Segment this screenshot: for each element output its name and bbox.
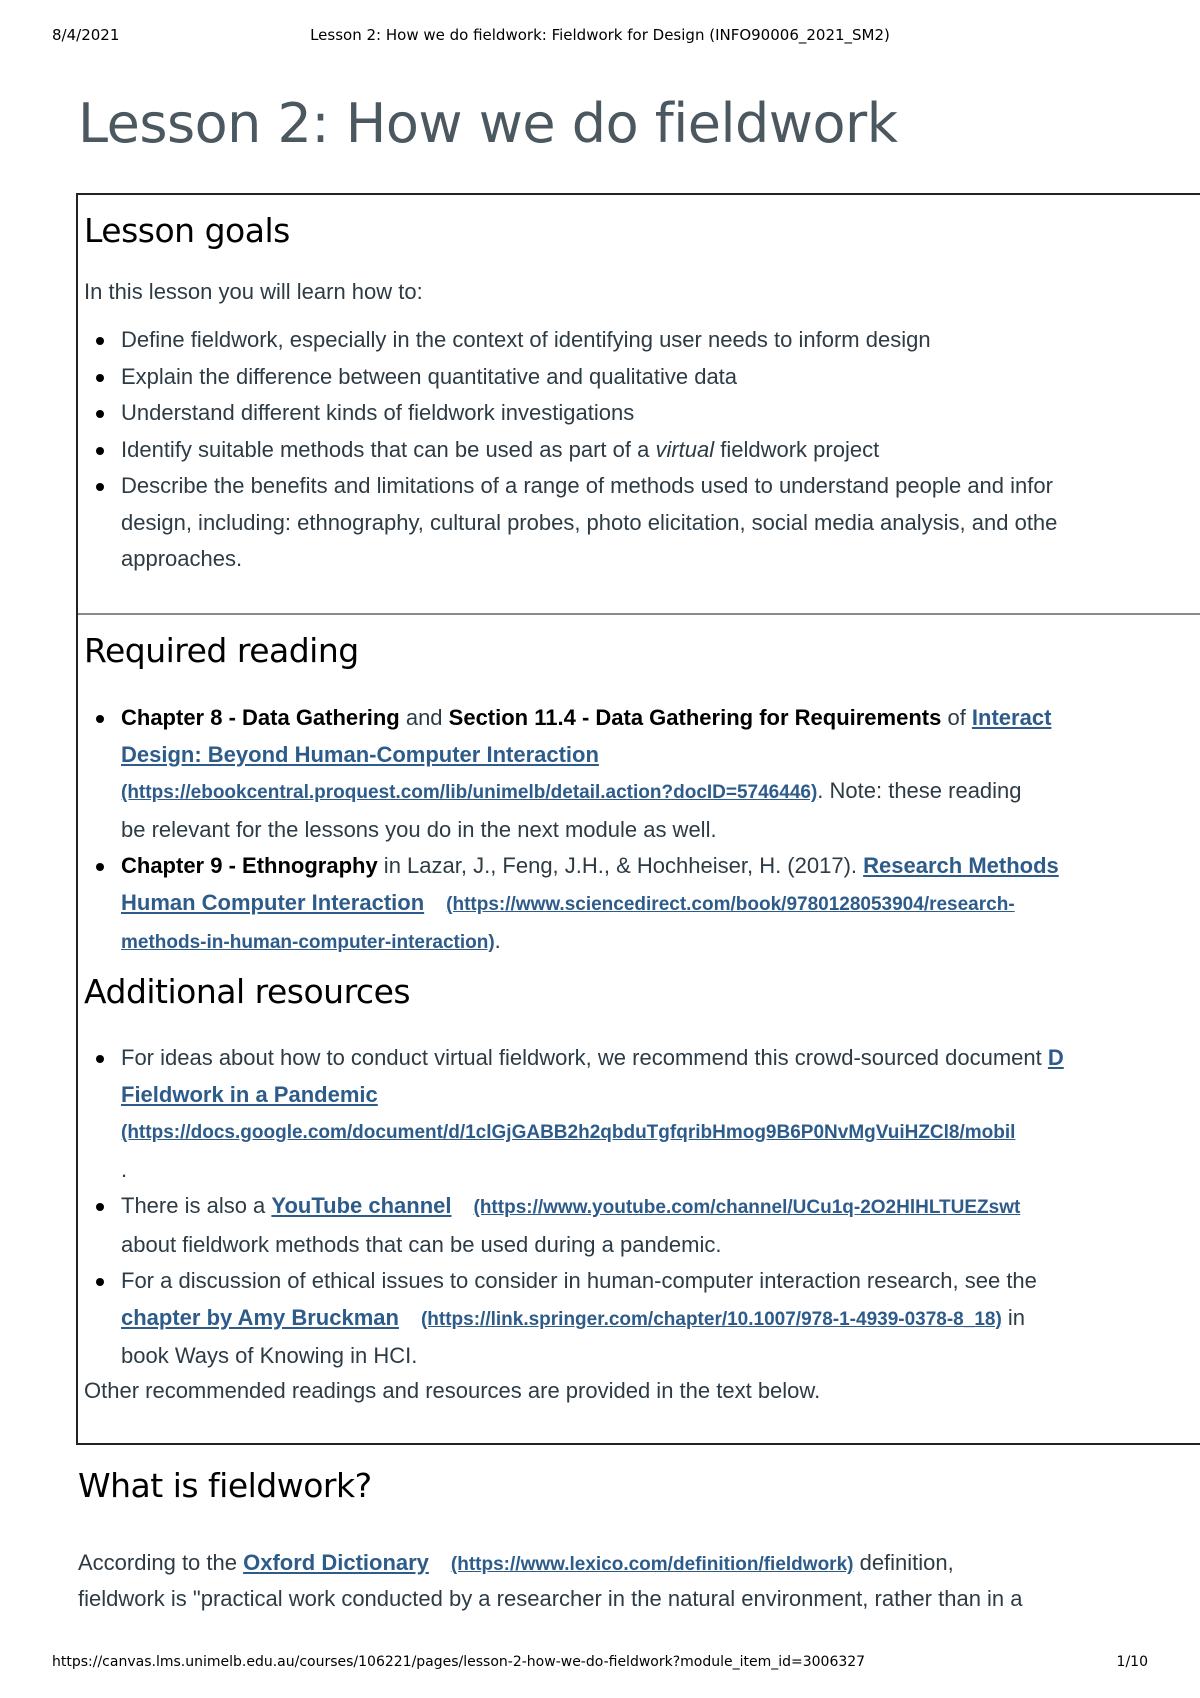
list-item [84, 468, 1057, 578]
reading-text: in Lazar, J., Feng, J.H., & Hochheiser, H. (2017). [377, 853, 864, 878]
print-header [0, 26, 1200, 50]
print-footer [0, 1654, 1200, 1678]
list-item [84, 1263, 1064, 1375]
goal-text: Describe the benefits and limitations of a range of methods used to understand people and infor [121, 473, 1053, 498]
reading-text: . [494, 928, 501, 953]
section-divider [78, 613, 1200, 615]
print-page-number: 1/10 [1116, 1654, 1148, 1670]
resource-text: about fieldwork methods that can be used during a pandemic. [121, 1231, 722, 1257]
resource-text: For a discussion of ethical issues to consider in human-computer interaction research, see the [121, 1268, 1037, 1293]
reading-list [84, 700, 1059, 962]
resource-text: . [121, 1156, 128, 1182]
print-footer-url: https://canvas.lms.unimelb.edu.au/courses/106221/pages/lesson-2-how-we-do-fieldwork?module_item_id=3006327 [52, 1654, 866, 1670]
goal-text: approaches. [121, 546, 243, 571]
springer-url-link[interactable]: (https://link.springer.com/chapter/10.1007/978-1-4939-0378-8_18) [420, 1308, 1002, 1330]
oxford-dictionary-link[interactable]: Oxford Dictionary [243, 1550, 429, 1575]
additional-resources-heading: Additional resources [84, 972, 411, 1011]
list-item [84, 432, 1057, 469]
sciencedirect-url-link[interactable]: methods-in-human-computer-interaction) [121, 932, 495, 953]
reading-note: . Note: these reading [817, 778, 1022, 803]
list-item: Understand different kinds of fieldwork investigations [84, 395, 1057, 432]
reading-chapter: Chapter 9 - Ethnography [121, 853, 378, 878]
research-methods-link[interactable]: Human Computer Interaction [121, 889, 425, 915]
reading-text: of [941, 705, 972, 730]
list-item [84, 1188, 1064, 1263]
list-item: Explain the difference between quantitative and qualitative data [84, 359, 1057, 396]
fieldwork-paragraph [78, 1550, 954, 1576]
print-title: Lesson 2: How we do fieldwork: Fieldwork for Design (INFO90006_2021_SM2) [310, 26, 890, 44]
other-resources-note: Other recommended readings and resources are provided in the text below. [84, 1378, 821, 1403]
reading-chapter: Chapter 8 - Data Gathering [121, 705, 400, 730]
print-date: 8/4/2021 [52, 26, 120, 44]
list-item [84, 1040, 1064, 1188]
list-item: Define fieldwork, especially in the context of identifying user needs to inform design [84, 322, 1057, 359]
lesson-goals-heading: Lesson goals [84, 211, 290, 250]
resource-text: There is also a [121, 1193, 272, 1218]
resources-list [84, 1040, 1064, 1375]
youtube-channel-link[interactable]: YouTube channel [271, 1193, 452, 1218]
list-item [84, 848, 1059, 962]
interaction-design-link[interactable]: Interact [971, 705, 1052, 730]
reading-note: be relevant for the lessons you do in the next module as well. [121, 816, 717, 842]
reading-section: Section 11.4 - Data Gathering for Requirements [448, 705, 942, 730]
what-is-fieldwork-heading: What is fieldwork? [78, 1466, 372, 1505]
resource-text: in [1001, 1304, 1026, 1330]
fieldwork-paragraph-line: fieldwork is "practical work conducted by a researcher in the natural environment, rather than in a [78, 1586, 1023, 1611]
bruckman-chapter-link[interactable]: chapter by Amy Bruckman [121, 1304, 399, 1330]
pandemic-doc-link[interactable]: Fieldwork in a Pandemic [121, 1081, 378, 1107]
list-item [84, 700, 1059, 848]
goal-text: design, including: ethnography, cultural probes, photo elicitation, social media analysis, and othe [121, 509, 1058, 535]
reading-text: and [399, 705, 449, 730]
goal-emphasis: virtual [655, 436, 715, 462]
resource-text: book Ways of Knowing in HCI. [121, 1343, 418, 1368]
goals-intro: In this lesson you will learn how to: [84, 279, 423, 304]
sciencedirect-url-link[interactable]: (https://www.sciencedirect.com/book/9780128053904/research- [446, 893, 1015, 915]
lexico-url-link[interactable]: (https://www.lexico.com/definition/fieldwork) [450, 1554, 854, 1575]
proquest-url-link[interactable]: (https://ebookcentral.proquest.com/lib/unimelb/detail.action?docID=5746446) [121, 782, 818, 803]
goal-text: fieldwork project [714, 436, 880, 462]
goal-text: Identify suitable methods that can be used as part of a [121, 436, 656, 462]
youtube-url-link[interactable]: (https://www.youtube.com/channel/UCu1q-2O2HlHLTUEZswt [473, 1197, 1021, 1218]
interaction-design-link[interactable]: Design: Beyond Human-Computer Interaction [121, 741, 599, 767]
resource-text: For ideas about how to conduct virtual fieldwork, we recommend this crowd-sourced document [121, 1045, 1048, 1070]
goals-list [84, 322, 1057, 578]
lesson-overview-box [76, 193, 1200, 1445]
research-methods-link[interactable]: Research Methods [863, 853, 1059, 878]
pandemic-doc-link[interactable]: D [1047, 1045, 1064, 1070]
google-doc-url-link[interactable]: (https://docs.google.com/document/d/1clGjGABB2h2qbduTgfqribHmog9B6P0NvMgVuiHZCl8/mobil [121, 1122, 1016, 1143]
page-title: Lesson 2: How we do fieldwork [78, 92, 898, 155]
required-reading-heading: Required reading [84, 631, 359, 670]
fieldwork-text: definition, [853, 1550, 954, 1575]
fieldwork-text: According to the [78, 1550, 244, 1575]
